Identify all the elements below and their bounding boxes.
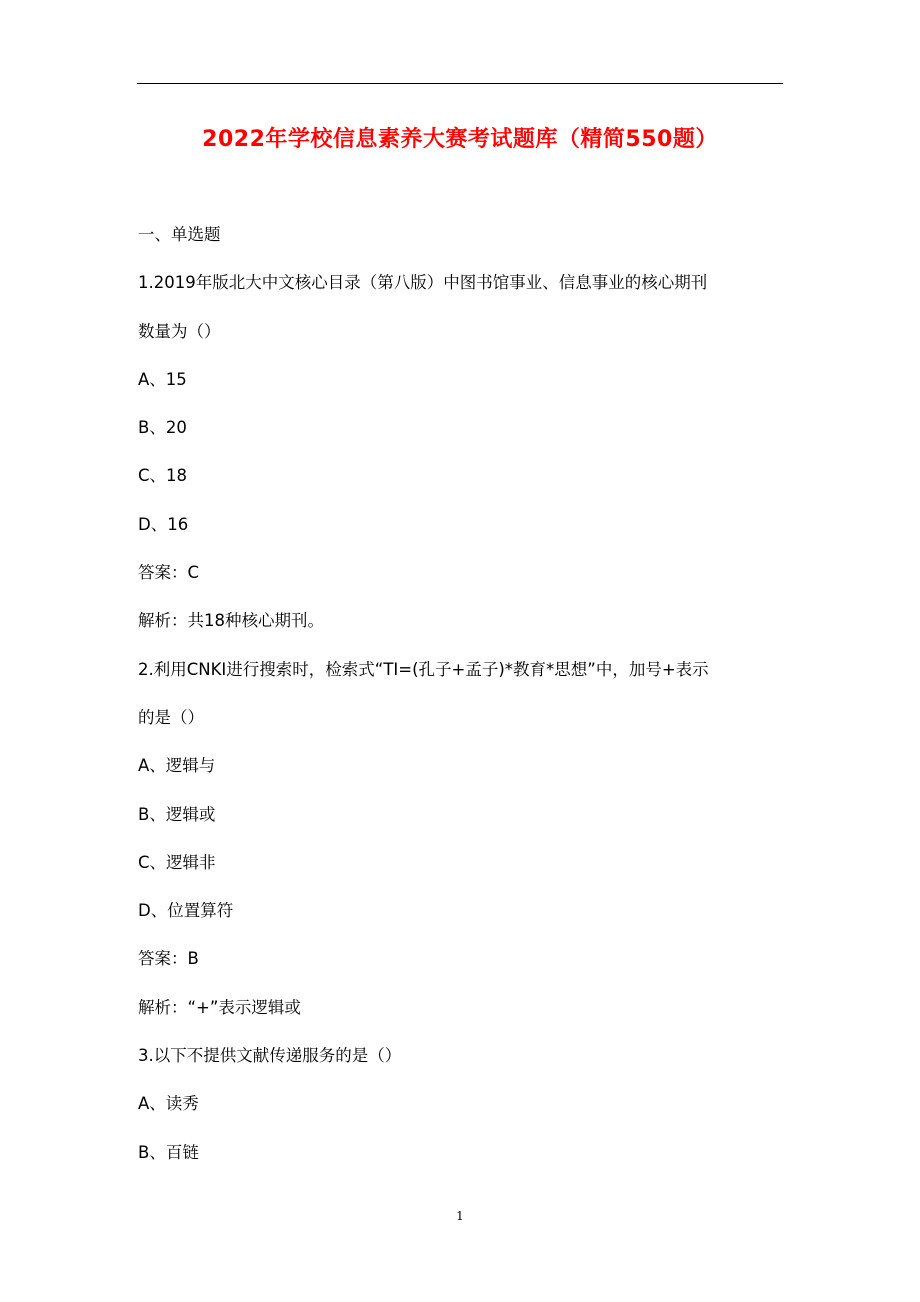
question-2-answer: 答案：B <box>138 949 199 969</box>
question-2-stem-line-2: 的是（） <box>138 707 204 727</box>
question-1-explanation: 解析：共18种核心期刊。 <box>138 611 324 631</box>
question-2-option-a: A、逻辑与 <box>138 756 216 776</box>
question-1-option-a: A、15 <box>138 369 187 389</box>
question-1-stem-line-1: 1.2019年版北大中文核心目录（第八版）中图书馆事业、信息事业的核心期刊 <box>138 273 708 293</box>
question-1-answer: 答案：C <box>138 563 200 583</box>
question-1-stem-line-2: 数量为（） <box>138 321 221 341</box>
question-3-option-b: B、百链 <box>138 1142 199 1162</box>
page-number: 1 <box>456 1209 464 1223</box>
section-heading: 一、单选题 <box>138 225 221 244</box>
question-2-option-c: C、逻辑非 <box>138 852 216 872</box>
question-1-option-d: D、16 <box>138 514 189 534</box>
question-1-option-b: B、20 <box>138 418 187 438</box>
question-1-option-c: C、18 <box>138 466 188 486</box>
document-title: 2022年学校信息素养大赛考试题库（精简550题） <box>202 127 718 152</box>
question-3-option-a: A、读秀 <box>138 1094 199 1114</box>
question-2-explanation: 解析：“+”表示逻辑或 <box>138 997 301 1017</box>
document-body <box>138 211 788 1177</box>
header-rule <box>137 83 783 84</box>
question-2-option-d: D、位置算符 <box>138 901 234 921</box>
question-2-option-b: B、逻辑或 <box>138 804 216 824</box>
question-3-stem-line-1: 3.以下不提供文献传递服务的是（） <box>138 1046 402 1066</box>
question-2-stem-line-1: 2.利用CNKI进行搜索时，检索式“TI=(孔子+孟子)*教育*思想”中，加号+表示 <box>138 659 709 679</box>
